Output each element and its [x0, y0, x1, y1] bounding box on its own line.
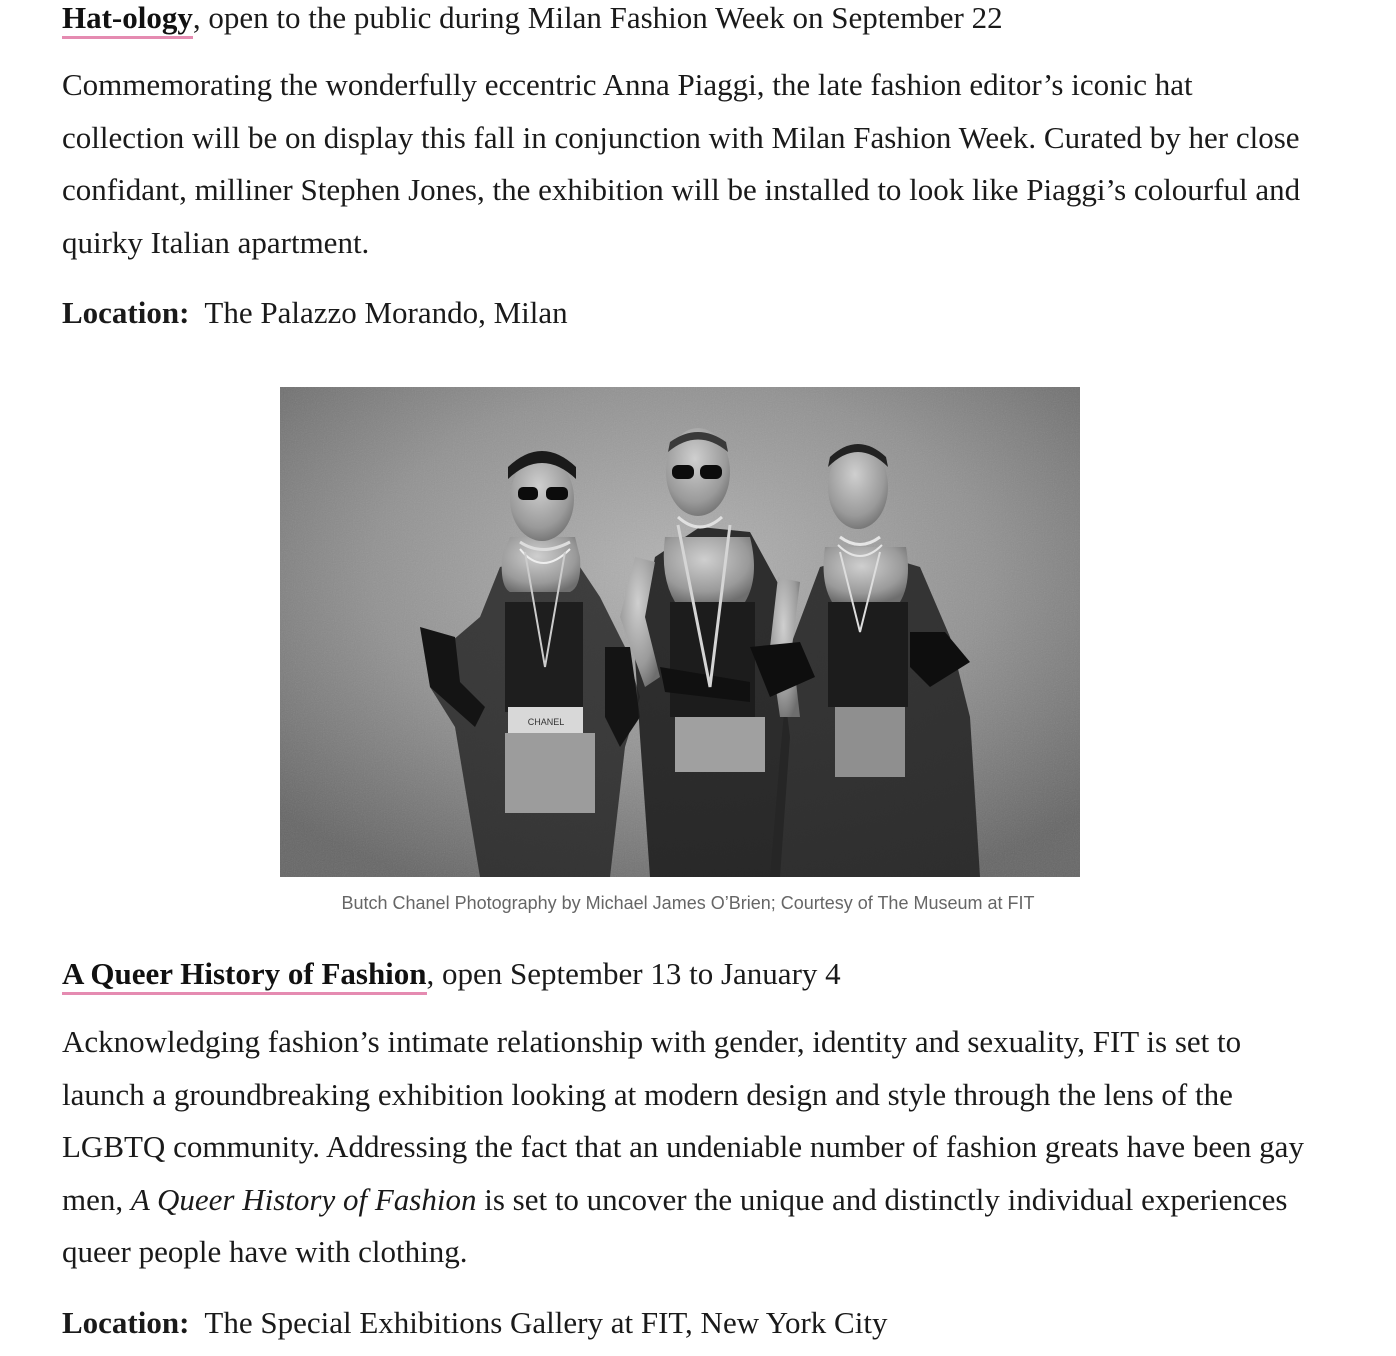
queer-history-dates: , open September 13 to January 4 — [426, 956, 841, 991]
location-label: Location: — [62, 295, 190, 330]
queer-history-description — [62, 1016, 1322, 1279]
exhibition-photo — [280, 387, 1080, 877]
hatology-dates: , open to the public during Milan Fashion Week on September 22 — [192, 0, 1003, 35]
photo-caption: Butch Chanel Photography by Michael James O’Brien; Courtesy of The Museum at FIT — [341, 893, 1035, 913]
location-value: The Special Exhibitions Gallery at FIT, New York City — [204, 1305, 888, 1340]
queer-history-location — [62, 1304, 887, 1342]
exhibition-heading-hatology — [62, 0, 1003, 37]
description-text: is set to uncover the unique and distinctly individual experiences queer people have with clothing. — [62, 1181, 1288, 1269]
belt-lettering: CHANEL — [527, 717, 565, 727]
three-men-photo-illustration — [280, 387, 1080, 877]
hatology-description: Commemorating the wonderfully eccentric Anna Piaggi, the late fashion editor’s iconic hat collection will be on display this fall in conjunction with Milan Fashion Week. Curated by her close confidant, milliner Stephen Jones, the exhibition will be installed to look like Piaggi’s colourful and quirky Italian apartment. — [62, 67, 1301, 260]
queer-history-link[interactable]: A Queer History of Fashion — [62, 956, 427, 995]
hatology-location — [62, 294, 568, 332]
hatology-link[interactable]: Hat-ology — [62, 0, 193, 39]
exhibition-title-italic: A Queer History of Fashion — [130, 1181, 477, 1217]
location-label: Location: — [62, 1305, 190, 1340]
description-text: Acknowledging fashion’s intimate relationship with gender, identity and sexuality, FIT is set to launch a groundbreaking exhibition looking at modern design and style through the lens of the LGBTQ community. Addressing the fact that an undeniable number of fashion greats have been gay men, — [62, 1024, 1304, 1217]
location-value: The Palazzo Morando, Milan — [204, 295, 568, 330]
exhibition-heading-queer-history — [62, 955, 841, 993]
